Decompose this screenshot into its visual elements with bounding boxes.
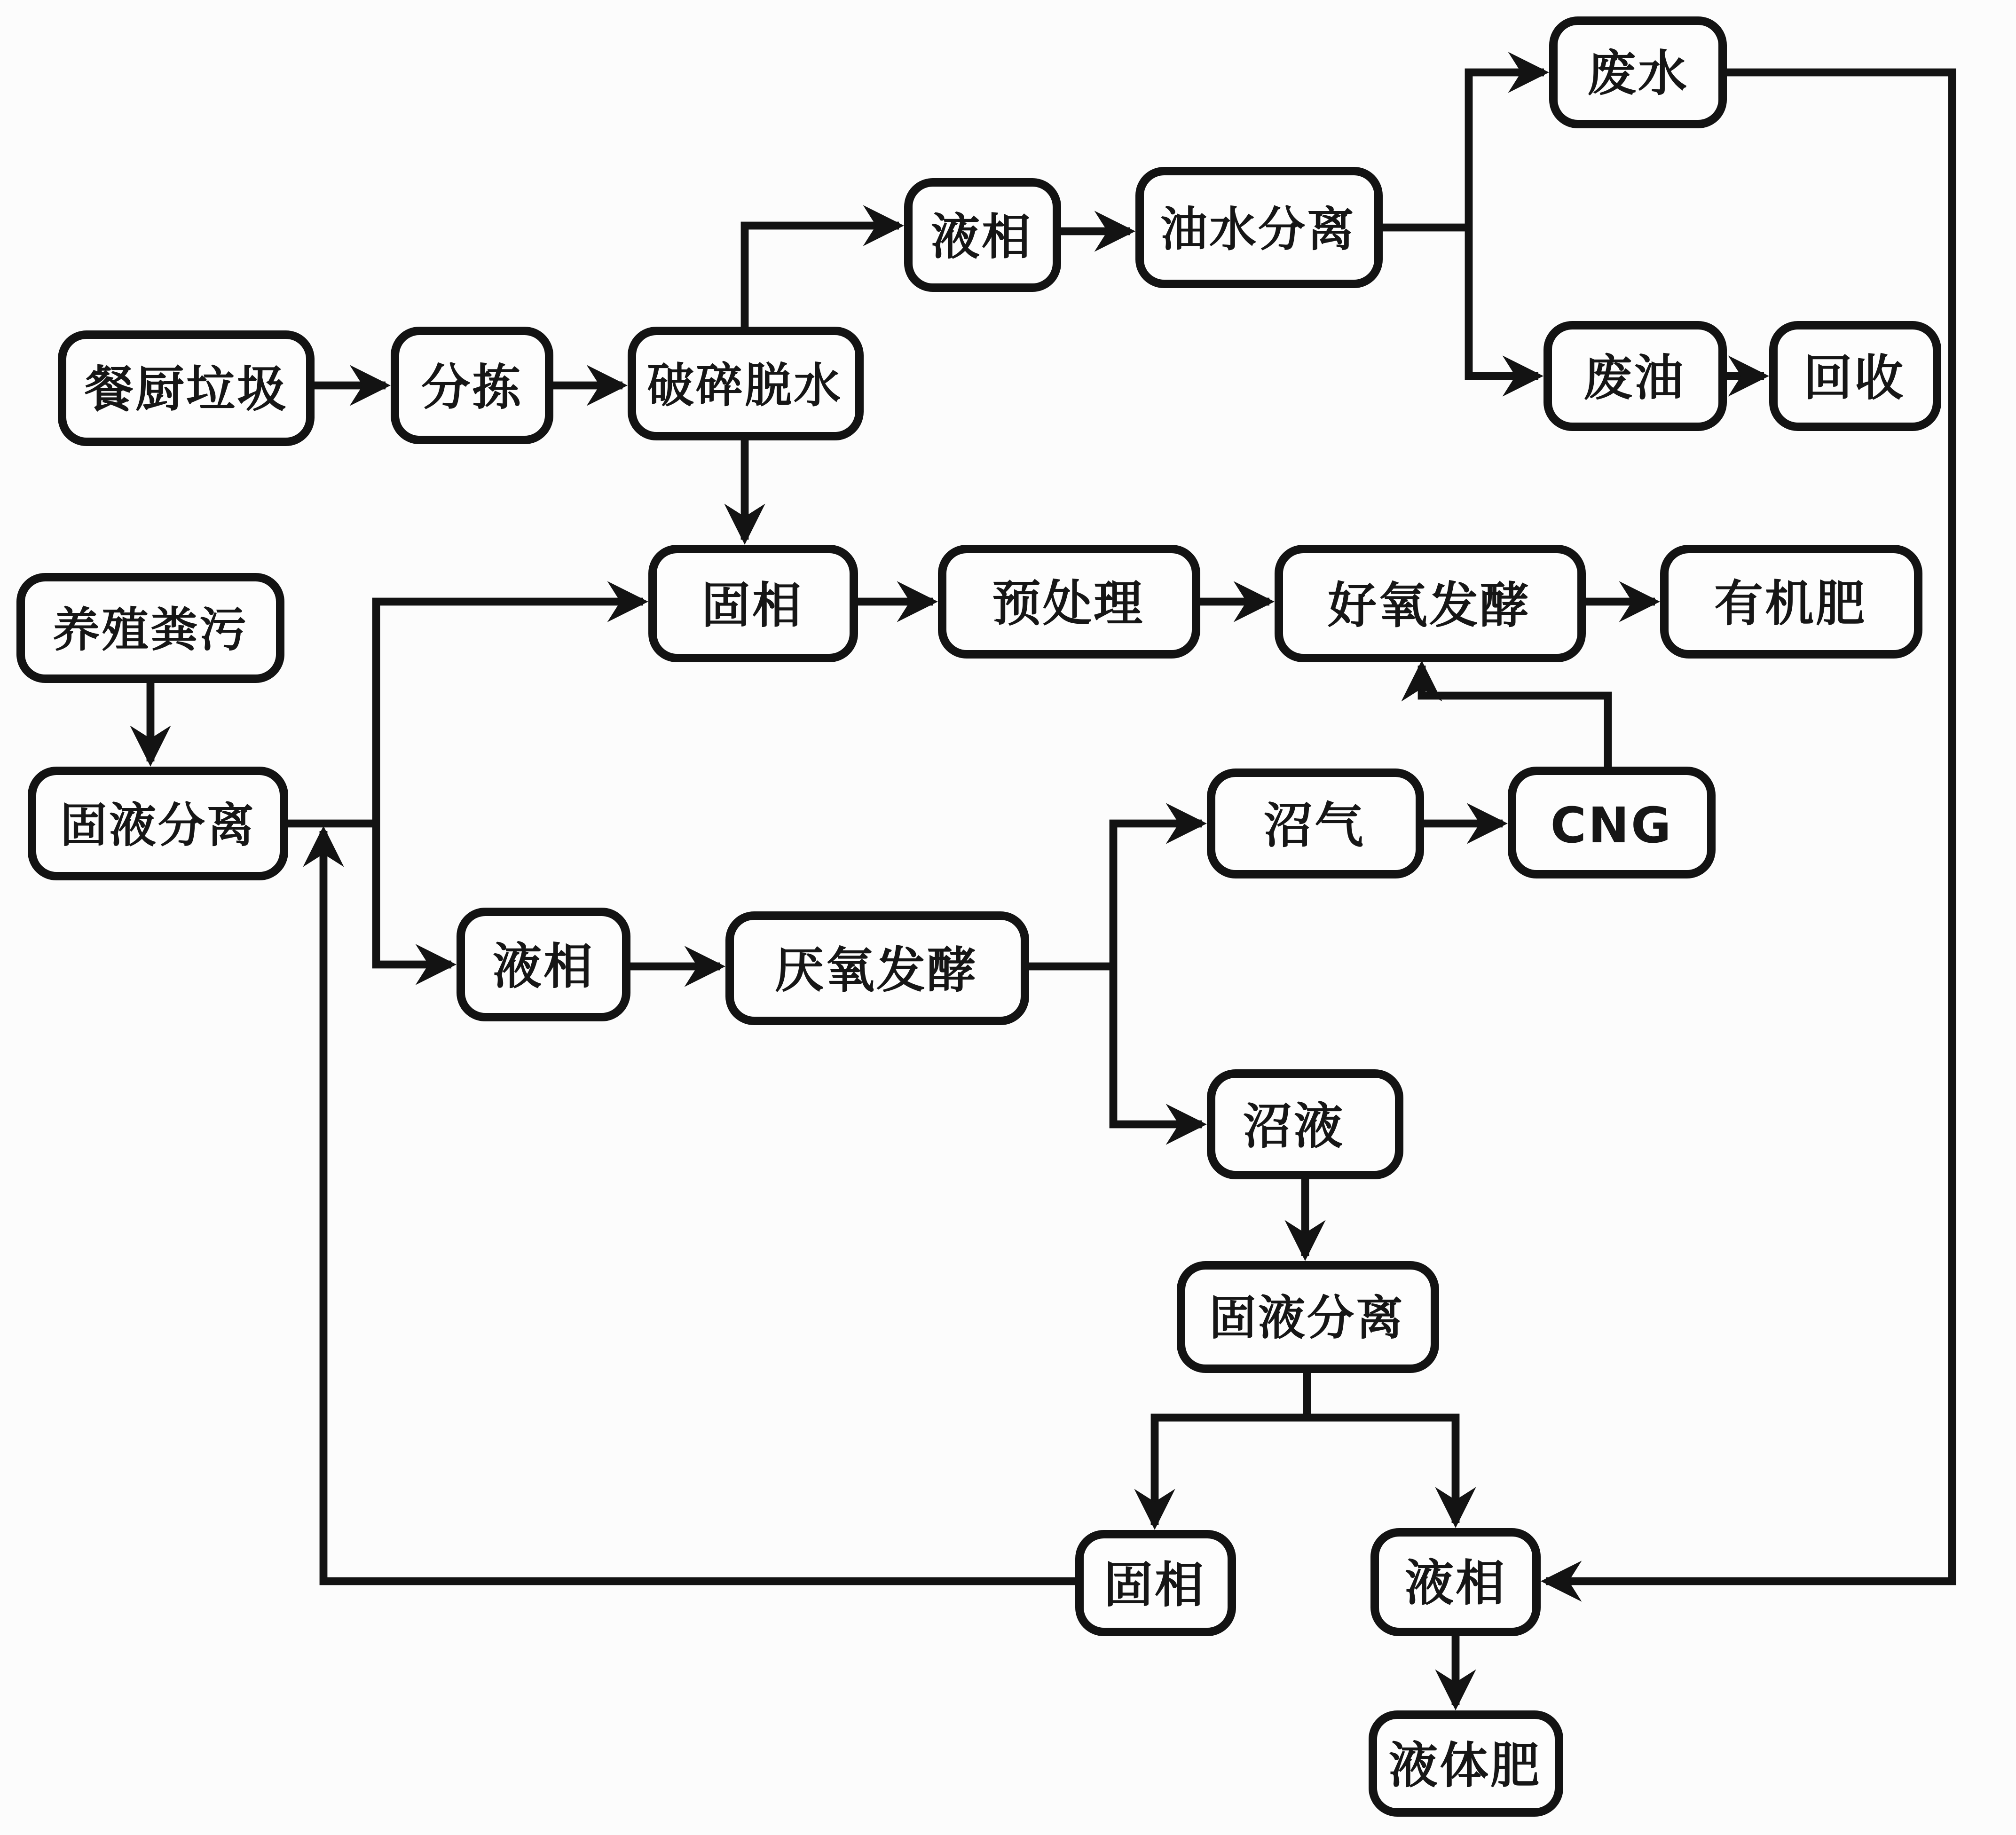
node-label: 破碎脱水 [647, 358, 843, 413]
node-label: 固相 [1103, 1556, 1206, 1614]
node-liquid-fertilizer [1373, 1715, 1559, 1812]
edge-anaerobic-to-biogas [1113, 823, 1202, 966]
node-label: 油水分离 [1160, 202, 1356, 257]
node-waste-water [1553, 21, 1723, 124]
edge-sls-bottom-to-liquid-bottom [1307, 1418, 1456, 1523]
node-crush-dewater [632, 331, 859, 436]
node-pretreatment [942, 549, 1196, 654]
node-label: 餐厨垃圾 [84, 361, 288, 418]
node-aerobic-fermentation [1279, 549, 1582, 658]
node-label: 液相 [492, 938, 595, 995]
node-label: 回收 [1803, 349, 1906, 407]
node-label: 分拣 [421, 359, 523, 416]
node-label: 液相 [930, 208, 1033, 266]
node-liquid-phase-top [908, 182, 1057, 288]
node-label: 固相 [701, 577, 803, 634]
node-solid-liquid-separation-left [32, 771, 284, 876]
node-cng [1512, 771, 1711, 874]
node-label: 液相 [1404, 1554, 1507, 1612]
node-solid-phase-bottom [1079, 1534, 1232, 1632]
node-label: 养殖粪污 [53, 602, 248, 658]
node-solid-phase-mid [653, 549, 854, 658]
node-label: 好氧发酵 [1327, 577, 1531, 634]
edge-branch-to-wasteoil [1469, 227, 1538, 376]
node-waste-oil [1548, 325, 1723, 427]
node-label: 沼液 [1243, 1098, 1345, 1155]
node-label: 有机肥 [1714, 575, 1867, 632]
node-anaerobic-fermentation [730, 916, 1025, 1021]
node-label: 预处理 [992, 575, 1145, 632]
node-liquid-phase-bottom [1375, 1532, 1536, 1632]
edge-anaerobic-to-slurry [1113, 966, 1202, 1124]
node-label: 废油 [1583, 349, 1685, 407]
node-organic-fertilizer [1664, 549, 1918, 654]
node-oil-water-separation [1140, 171, 1378, 284]
node-biogas-slurry [1211, 1074, 1399, 1175]
node-liquid-phase-mid [461, 912, 626, 1017]
nodes-layer [21, 21, 1937, 1812]
node-biogas [1211, 773, 1420, 874]
edges-layer [150, 72, 1952, 1705]
edge-sls-left-to-liquid-mid [376, 823, 451, 965]
node-recycle [1773, 325, 1937, 427]
node-kitchen-waste [62, 335, 310, 442]
node-label: 废水 [1587, 45, 1689, 102]
node-sorting [395, 331, 549, 440]
edge-sls-bottom-to-solid-bottom [1155, 1418, 1307, 1525]
node-label: 固液分离 [1209, 1290, 1405, 1346]
edge-cng-to-aerobic [1422, 666, 1608, 771]
edge-branch-to-wastewater [1469, 72, 1544, 227]
node-label: 厌氧发酵 [774, 941, 978, 999]
node-label: 固液分离 [60, 798, 256, 853]
edge-sls-left-to-solid-mid [376, 602, 643, 823]
node-solid-liquid-separation-bottom [1181, 1265, 1435, 1369]
node-label: 液体肥 [1388, 1737, 1542, 1794]
edge-crush-to-liquid-top [745, 226, 899, 331]
node-label: CNG [1550, 797, 1673, 854]
node-livestock-manure [21, 577, 280, 679]
node-label: 沼气 [1263, 797, 1366, 854]
